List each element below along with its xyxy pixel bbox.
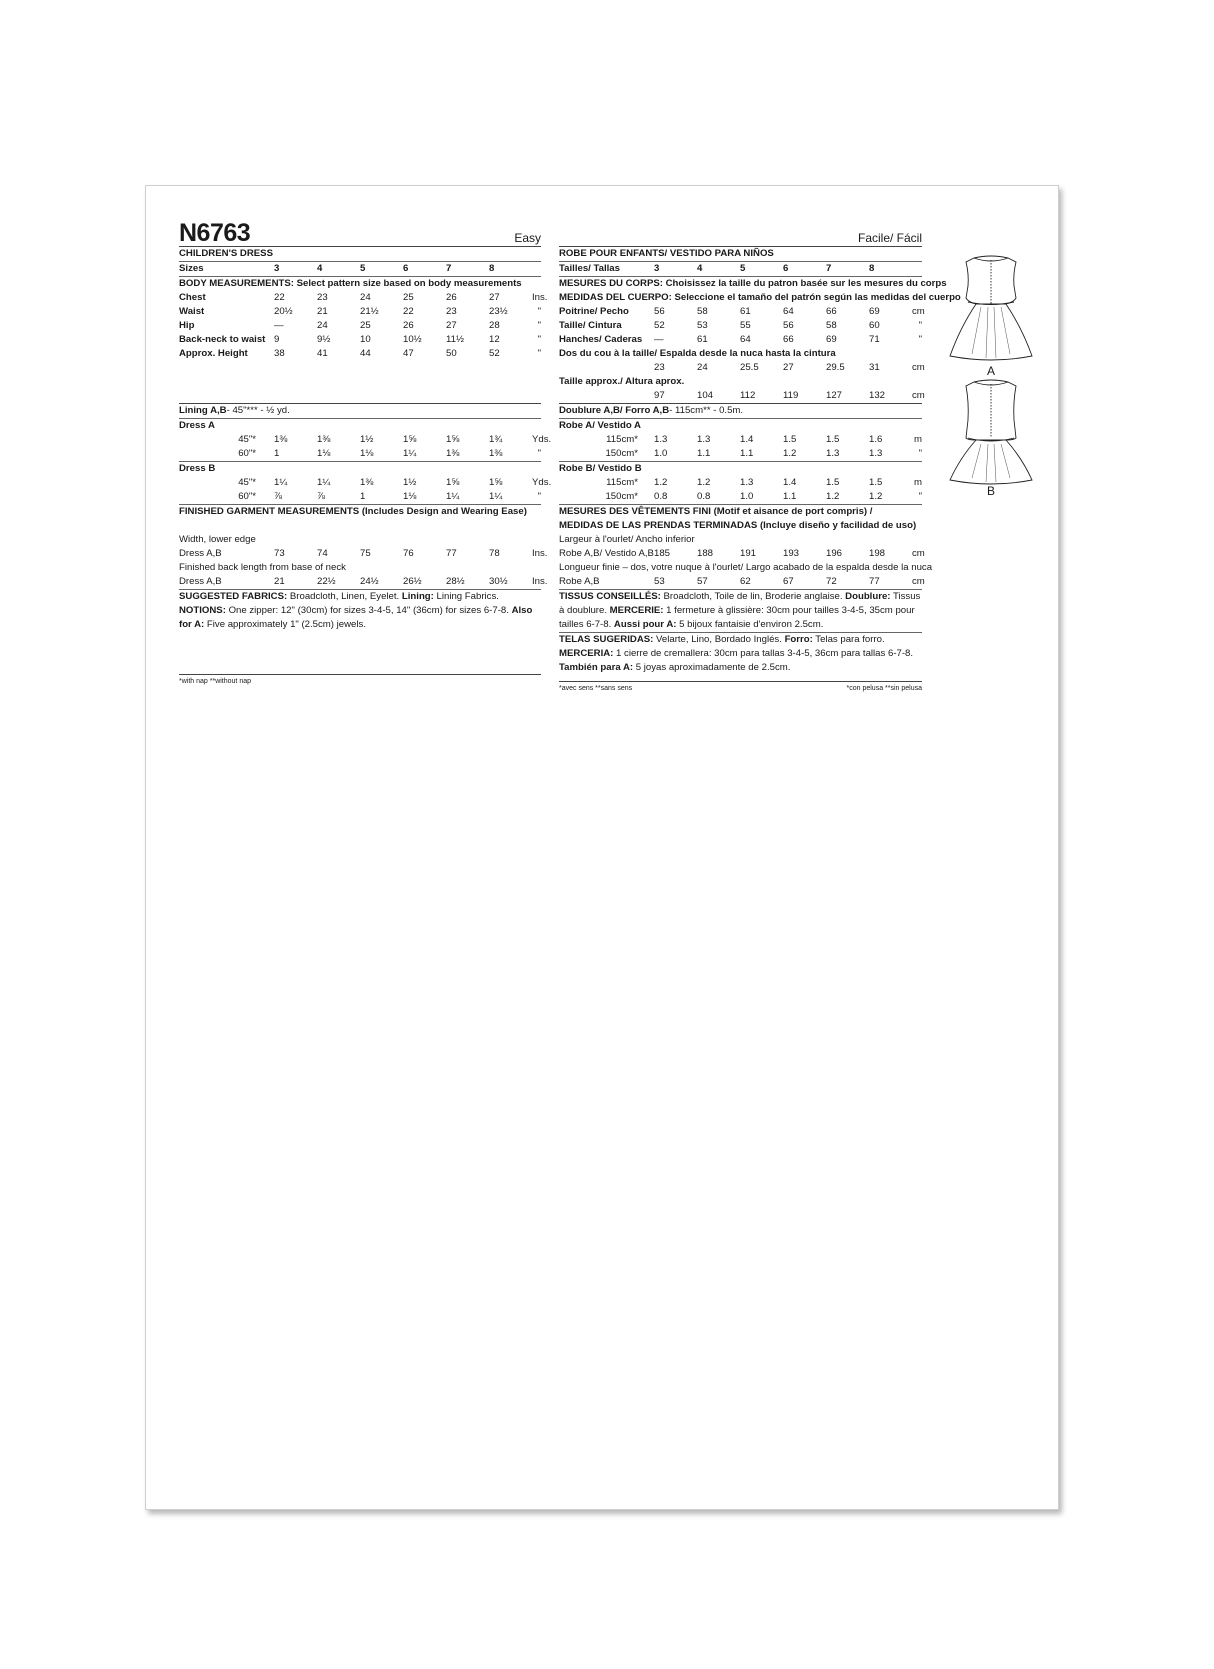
yardage-row [559, 490, 922, 504]
cell-value: 58 [826, 320, 837, 331]
body-row [559, 333, 922, 347]
robe-b-yardage [559, 476, 922, 504]
body-row [179, 305, 541, 319]
english-column [179, 220, 552, 687]
length-row [179, 575, 548, 589]
cell-value: 57 [697, 576, 708, 587]
cell-value: — [274, 320, 284, 331]
dress-b-heading: Dress B [179, 463, 216, 474]
cell-value: 26 [446, 292, 457, 303]
cell-value: 1.1 [697, 448, 711, 459]
cell-value: 1.5 [869, 477, 883, 488]
cell-value: 25 [360, 320, 371, 331]
cell-value: 1.3 [740, 477, 754, 488]
finished-heading-es: MEDIDAS DE LAS PRENDAS TERMINADAS (Incluye diseño y facilidad de uso) [559, 520, 917, 531]
cell-value: 21 [274, 576, 285, 587]
cell-value: 64 [740, 334, 751, 345]
cell-value: 72 [826, 576, 837, 587]
cell-value: 53 [654, 576, 665, 587]
cell-value: 1½ [403, 477, 417, 488]
row-label: Robe A,B [559, 576, 600, 587]
cell-value: 31 [869, 362, 880, 373]
cell-value: 62 [740, 576, 751, 587]
telas-merceria: TELAS SUGERIDAS: Velarte, Lino, Bordado Inglés. Forro: Telas para forro. MERCERIA: 1 cierre de cremallera: 30cm para tallas 3-4-5, 36cm para tallas 6-7-8. También para A: 5 joyas aproximadamente de 2.5cm. [559, 634, 914, 673]
size-value: 4 [317, 263, 323, 274]
row-label: Approx. Height [179, 348, 248, 359]
cell-value: 75 [360, 548, 371, 559]
cell-value: 56 [783, 320, 794, 331]
cell-value: 1.0 [654, 448, 668, 459]
cell-value: 24 [697, 362, 708, 373]
cell-value: 10½ [403, 334, 422, 345]
cell-value: 67 [783, 576, 794, 587]
unit: cm [912, 548, 925, 559]
unit: Ins. [532, 576, 548, 587]
robe-a-heading: Robe A/ Vestido A [559, 420, 641, 431]
cell-value: 1½ [360, 434, 374, 445]
row-label: Dress A,B [179, 548, 222, 559]
back-label: Dos du cou à la taille/ Espalda desde la nuca hasta la cintura [559, 348, 836, 359]
cell-value: 1⅜ [489, 448, 503, 459]
cell-value: 10 [360, 334, 371, 345]
lining-row-fr-es: Doublure A,B/ Forro A,B - 115cm** - 0.5m. [559, 405, 744, 416]
size-value: 7 [446, 263, 452, 274]
cell-value: 22 [274, 292, 285, 303]
cell-value: 196 [826, 548, 843, 559]
finished-row [559, 547, 925, 561]
cell-value: 25.5 [740, 362, 759, 373]
yardage-row [179, 476, 552, 490]
unit: Yds. [532, 434, 552, 445]
cell-value: ⅞ [274, 491, 283, 502]
unit: cm [912, 306, 925, 317]
cell-value: 66 [826, 306, 837, 317]
cell-value: 69 [869, 306, 880, 317]
body-heading-es: MEDIDAS DEL CUERPO: Seleccione el tamaño del patrón según las medidas del cuerpo [559, 292, 961, 303]
row-label: Waist [179, 306, 205, 317]
cell-value: 97 [654, 390, 665, 401]
cell-value: 1.4 [740, 434, 754, 445]
unit: " [537, 448, 541, 459]
cell-value: 30½ [489, 576, 508, 587]
sizes-label: Tailles/ Tallas [559, 263, 620, 274]
finished-heading-fr: MESURES DES VÊTEMENTS FINI (Motif et aisance de port compris) / [559, 506, 873, 517]
cell-value: 66 [783, 334, 794, 345]
french-spanish-column [559, 220, 961, 694]
row-label: Robe A,B/ Vestido A,B [559, 548, 654, 559]
cell-value: 1.2 [654, 477, 668, 488]
row-label: 45"* [238, 434, 256, 445]
row-label: 45"* [238, 477, 256, 488]
cell-value: 1.3 [697, 434, 711, 445]
unit: " [918, 491, 922, 502]
cell-value: 1.5 [826, 434, 840, 445]
unit: cm [912, 576, 925, 587]
cell-value: 1¼ [274, 477, 288, 488]
yardage-row [559, 476, 922, 490]
cell-value: 1.4 [783, 477, 797, 488]
width-label: Width, lower edge [179, 534, 256, 545]
row-label: 115cm* [606, 477, 638, 488]
length-row-fr-es [559, 575, 925, 589]
row-label: Hip [179, 320, 195, 331]
cell-value: 1.2 [783, 448, 797, 459]
tissus-mercerie: TISSUS CONSEILLÉS: Broadcloth, Toile de lin, Broderie anglaise. Doublure: Tissus à doublure. MERCERIE: 1 fermeture à glissière: 30cm pour tailles 3-4-5, 35cm pour tailles 6-7-8. Aussi pour A: 5 bijoux fantaisie d'environ 2.5cm. [559, 591, 921, 630]
cell-value: 22½ [317, 576, 336, 587]
cell-value: 1 [274, 448, 280, 459]
cell-value: 61 [697, 334, 708, 345]
size-value: 4 [697, 263, 703, 274]
cell-value: 0.8 [654, 491, 668, 502]
cell-value: 61 [740, 306, 751, 317]
cell-value: 24½ [360, 576, 379, 587]
cell-value: 132 [869, 390, 886, 401]
cell-value: 55 [740, 320, 751, 331]
body-row [559, 305, 925, 319]
cell-value: 71 [869, 334, 880, 345]
width-row [179, 547, 548, 561]
cell-value: 127 [826, 390, 843, 401]
cell-value: 47 [403, 348, 414, 359]
row-label: 115cm* [606, 434, 638, 445]
size-value: 8 [489, 263, 495, 274]
unit: " [918, 320, 922, 331]
row-label: Back-neck to waist [179, 334, 266, 345]
cell-value: 28½ [446, 576, 465, 587]
cell-value: 1.2 [697, 477, 711, 488]
back-row [559, 361, 925, 375]
sizes-row [179, 262, 541, 276]
unit: " [537, 491, 541, 502]
row-label: 60"* [238, 491, 256, 502]
cell-value: 1⅜ [317, 434, 331, 445]
unit: " [918, 334, 922, 345]
pattern-number: N6763 [179, 219, 251, 247]
dress-a-heading: Dress A [179, 420, 215, 431]
cell-value: 1⅝ [403, 434, 417, 445]
pattern-envelope-back [145, 185, 1059, 1510]
unit: Yds. [532, 477, 552, 488]
row-label: Dress A,B [179, 576, 222, 587]
yardage-row [179, 490, 541, 504]
cell-value: 11½ [446, 334, 464, 345]
cell-value: 60 [869, 320, 880, 331]
dress-b-back-sketch [946, 376, 1036, 486]
cell-value: 20½ [274, 306, 293, 317]
difficulty-label: Easy [514, 231, 541, 245]
cell-value: 1.5 [826, 477, 840, 488]
row-label: Taille/ Cintura [559, 320, 622, 331]
unit: " [537, 348, 541, 359]
yardage-row [559, 447, 922, 461]
cell-value: 9 [274, 334, 280, 345]
dress-a-yardage [179, 433, 552, 461]
cell-value: 185 [654, 548, 671, 559]
cell-value: 104 [697, 390, 714, 401]
cell-value: 74 [317, 548, 328, 559]
body-measurements-heading: BODY MEASUREMENTS: Select pattern size based on body measurements [179, 278, 522, 289]
cell-value: 1¼ [489, 491, 503, 502]
cell-value: 29.5 [826, 362, 845, 373]
size-value: 3 [654, 263, 660, 274]
cell-value: 1¼ [403, 448, 417, 459]
cell-value: 28 [489, 320, 500, 331]
footnote: *with nap **without nap [179, 678, 251, 685]
finished-measurements-heading: FINISHED GARMENT MEASUREMENTS (Includes Design and Wearing Ease) [179, 506, 527, 517]
cell-value: 77 [446, 548, 457, 559]
cell-value: 56 [654, 306, 665, 317]
cell-value: 1⅛ [317, 448, 331, 459]
cell-value: 41 [317, 348, 328, 359]
cell-value: 198 [869, 548, 886, 559]
cell-value: 27 [446, 320, 457, 331]
row-label: Hanches/ Caderas [559, 334, 643, 345]
cell-value: 52 [489, 348, 500, 359]
size-value: 3 [274, 263, 280, 274]
finished-row [179, 575, 548, 589]
unit: cm [912, 362, 925, 373]
cell-value: 50 [446, 348, 457, 359]
cell-value: 26½ [403, 576, 422, 587]
unit: " [537, 320, 541, 331]
dress-a-back-sketch [946, 252, 1036, 362]
back-values-row [559, 361, 925, 375]
row-label: Chest [179, 292, 206, 303]
cell-value: 1⅜ [274, 434, 288, 445]
cell-value: 0.8 [697, 491, 711, 502]
cell-value: 27 [783, 362, 794, 373]
unit: m [914, 434, 922, 445]
body-measurements-table-fr-es [559, 305, 925, 347]
cell-value: 44 [360, 348, 371, 359]
row-label: 150cm* [605, 448, 638, 459]
cell-value: 1.6 [869, 434, 883, 445]
finished-row [559, 575, 925, 589]
cell-value: 1⅝ [489, 477, 503, 488]
length-label-fr-es: Longueur finie – dos, votre nuque à l'ourlet/ Largo acabado de la espalda desde la nuca [559, 562, 933, 573]
width-label-fr-es: Largeur à l'ourlet/ Ancho inferior [559, 534, 695, 545]
height-label: Taille approx./ Altura aprox. [559, 376, 685, 387]
body-row [179, 319, 541, 333]
size-value: 8 [869, 263, 875, 274]
cell-value: 1⅝ [446, 434, 460, 445]
cell-value: 1⅜ [446, 448, 460, 459]
body-measurements-table [179, 291, 548, 361]
body-row [179, 291, 548, 305]
cell-value: 1.2 [869, 491, 883, 502]
cell-value: 1.3 [654, 434, 668, 445]
cell-value: 58 [697, 306, 708, 317]
cell-value: — [654, 334, 664, 345]
cell-value: 193 [783, 548, 800, 559]
cell-value: 1¼ [446, 491, 460, 502]
cell-value: 1.1 [740, 448, 754, 459]
unit: Ins. [532, 548, 548, 559]
cell-value: 1.5 [783, 434, 797, 445]
cell-value: 52 [654, 320, 665, 331]
height-row [559, 389, 925, 403]
cell-value: 1⅝ [446, 477, 460, 488]
cell-value: 21 [317, 306, 328, 317]
cell-value: 38 [274, 348, 285, 359]
unit: " [537, 334, 541, 345]
cell-value: 12 [489, 334, 500, 345]
cell-value: 1⅜ [360, 477, 374, 488]
cell-value: ⅞ [317, 491, 326, 502]
cell-value: 23 [317, 292, 328, 303]
cell-value: 1⅛ [360, 448, 374, 459]
cell-value: 119 [783, 390, 799, 401]
cell-value: 21½ [360, 306, 379, 317]
cell-value: 1.3 [826, 448, 840, 459]
yardage-row [179, 447, 541, 461]
fabrics-notions: SUGGESTED FABRICS: Broadcloth, Linen, Eyelet. Lining: Lining Fabrics. NOTIONS: One zipper: 12" (30cm) for sizes 3-4-5, 14" (36cm) for sizes 6-7-8. Also for A: Five approximately 1" (2.5cm) jewels. [179, 591, 533, 630]
robe-b-heading: Robe B/ Vestido B [559, 463, 642, 474]
robe-a-yardage [559, 433, 922, 461]
garment-title-fr-es: ROBE POUR ENFANTS/ VESTIDO PARA NIÑOS [559, 248, 774, 259]
width-row-fr-es [559, 547, 925, 561]
view-a-label: A [986, 364, 995, 378]
body-heading-fr: MESURES DU CORPS: Choisissez la taille du patron basée sur les mesures du corps [559, 278, 947, 289]
unit: " [537, 306, 541, 317]
cell-value: 23 [446, 306, 457, 317]
sizes-label: Sizes [179, 263, 204, 274]
cell-value: 1 [360, 491, 366, 502]
cell-value: 53 [697, 320, 708, 331]
cell-value: 23½ [489, 306, 508, 317]
lining-row: Lining A,B - 45"*** - ½ yd. [179, 405, 290, 416]
row-label: 150cm* [605, 491, 638, 502]
height-values-row [559, 389, 925, 403]
size-value: 6 [403, 263, 409, 274]
size-value: 7 [826, 263, 832, 274]
cell-value: 1.1 [783, 491, 797, 502]
length-label: Finished back length from base of neck [179, 562, 346, 573]
dress-b-yardage [179, 476, 552, 504]
body-row [179, 347, 541, 361]
cell-value: 22 [403, 306, 414, 317]
cell-value: 64 [783, 306, 794, 317]
size-value: 5 [740, 263, 746, 274]
row-label: Poitrine/ Pecho [559, 306, 629, 317]
cell-value: 9½ [317, 334, 331, 345]
yardage-row [179, 433, 552, 447]
body-row [179, 333, 541, 347]
row-label: 60"* [238, 448, 256, 459]
cell-value: 24 [360, 292, 371, 303]
size-value: 6 [783, 263, 789, 274]
cell-value: 1.2 [826, 491, 840, 502]
cell-value: 69 [826, 334, 837, 345]
cell-value: 77 [869, 576, 880, 587]
cell-value: 27 [489, 292, 500, 303]
garment-title: CHILDREN'S DRESS [179, 248, 273, 259]
cell-value: 112 [740, 390, 756, 401]
cell-value: 1¾ [489, 434, 503, 445]
body-row [559, 319, 922, 333]
cell-value: 191 [740, 548, 757, 559]
unit: Ins. [532, 292, 548, 303]
unit: cm [912, 390, 925, 401]
view-b-label: B [986, 484, 995, 498]
cell-value: 26 [403, 320, 414, 331]
size-value: 5 [360, 263, 366, 274]
cell-value: 23 [654, 362, 665, 373]
cell-value: 1.0 [740, 491, 754, 502]
cell-value: 1¼ [317, 477, 331, 488]
unit: " [918, 448, 922, 459]
unit: m [914, 477, 922, 488]
cell-value: 73 [274, 548, 285, 559]
cell-value: 78 [489, 548, 500, 559]
difficulty-label-fr-es: Facile/ Fácil [857, 231, 922, 245]
cell-value: 1.3 [869, 448, 883, 459]
cell-value: 25 [403, 292, 414, 303]
footnote-fr-es: *avec sens **sans sens *con pelusa **sin pelusa [559, 685, 922, 692]
sizes-row-fr-es [559, 262, 922, 276]
finished-row [179, 547, 548, 561]
yardage-row [559, 433, 922, 447]
cell-value: 24 [317, 320, 328, 331]
cell-value: 188 [697, 548, 714, 559]
cell-value: 1⅛ [403, 491, 417, 502]
cell-value: 76 [403, 548, 414, 559]
